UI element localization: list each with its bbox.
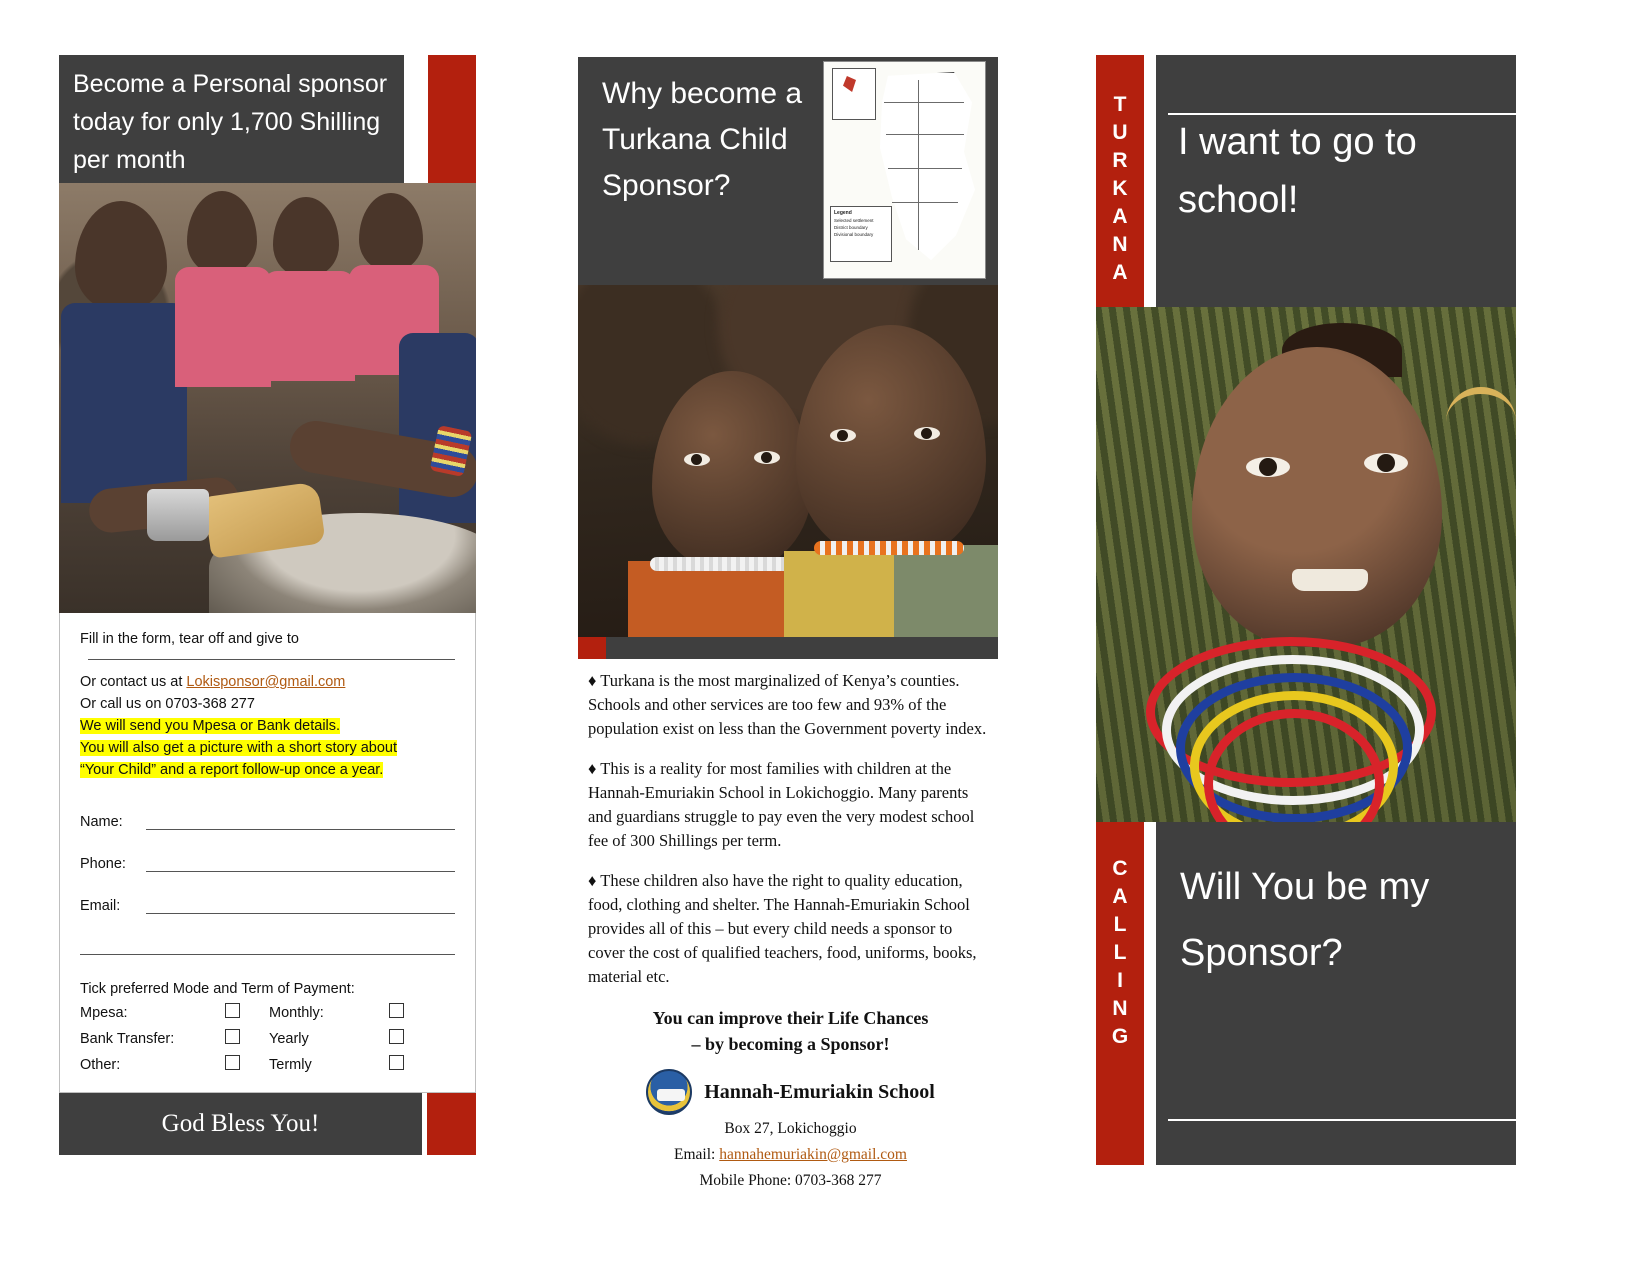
map-legend-title: Legend <box>834 210 852 216</box>
middle-panel-header <box>578 57 998 285</box>
photo-necklace <box>814 541 964 555</box>
map-legend-item: District boundary <box>834 225 868 230</box>
photo-shirt <box>784 551 894 637</box>
highlight-text: You will also get a picture with a short story about <box>80 740 398 756</box>
call-to-action <box>588 1005 993 1057</box>
term-label-monthly: Monthly: <box>269 1004 324 1021</box>
map-locator-inset <box>832 68 876 120</box>
form-instruction: Fill in the form, tear off and give to <box>80 631 299 647</box>
email-label: Email: <box>80 898 121 914</box>
body-paragraph: ♦ These children also have the right to quality education, food, clothing and shelter. The Hannah-Emuriakin School provides all of this – but every child needs a sponsor to cover the cost of qualified teachers, food, uniforms, books, material etc. <box>588 871 977 986</box>
body-paragraph: ♦ Turkana is the most marginalized of Kenya’s counties. Schools and other services are too few and 93% of the population exist on less than the Government poverty index. <box>588 671 987 738</box>
body-paragraph: ♦ This is a reality for most families with children at the Hannah-Emuriakin School in Lokichoggio. Many parents and guardians struggle to pay even the very modest school fee of 300 Shillings per term. <box>588 759 975 850</box>
phone-label: Phone: <box>80 856 126 872</box>
mode-label-mpesa: Mpesa: <box>80 1004 128 1021</box>
header-accent-bar <box>428 55 476 183</box>
map-division-line <box>892 202 958 203</box>
contact-line <box>80 672 455 692</box>
name-field-row <box>80 814 455 830</box>
cta-line-1: You can improve their Life Chances <box>652 1008 929 1028</box>
sponsor-email-link[interactable]: Lokisponsor@gmail.com <box>186 674 346 690</box>
question-rule <box>1168 1119 1516 1121</box>
sponsor-form <box>59 613 476 1093</box>
photo-eye <box>914 427 940 440</box>
school-name: Hannah-Emuriakin School <box>704 1081 935 1103</box>
checkbox-yearly[interactable] <box>389 1029 404 1044</box>
phone-field-row <box>80 856 455 872</box>
mode-label-bank-transfer: Bank Transfer: <box>80 1030 175 1047</box>
photo-shirt <box>894 545 998 637</box>
checkbox-other[interactable] <box>225 1055 240 1070</box>
photo-eye <box>684 453 710 466</box>
mode-label-other: Other: <box>80 1056 121 1073</box>
photo-figure <box>175 267 271 387</box>
photo-eye <box>830 429 856 442</box>
left-panel-footer <box>59 1093 476 1155</box>
map-legend-item: Divisional boundary <box>834 232 874 237</box>
school-email-line <box>588 1143 993 1167</box>
photo-bangle <box>1446 387 1516 457</box>
sponsor-offer-heading: Become a Personal sponsor today for only 1,700 Shilling per month <box>59 55 404 183</box>
email-field-row <box>80 898 455 914</box>
photo-two-children <box>578 285 998 637</box>
photo-figure <box>61 303 187 503</box>
map-legend-item: Selected settlement <box>834 218 874 223</box>
map-legend <box>830 206 892 262</box>
name-label: Name: <box>80 814 123 830</box>
photo-figure <box>263 271 355 381</box>
headline-block <box>1156 55 1516 307</box>
question-block <box>1156 822 1516 1165</box>
extra-field-row <box>80 940 455 955</box>
extra-input[interactable] <box>80 940 455 955</box>
map-division-line <box>918 80 919 250</box>
highlight-text: “Your Child” and a report follow-up once a year. <box>80 762 384 778</box>
photo-eye <box>1364 453 1408 473</box>
photo-cup <box>147 489 209 541</box>
checkbox-monthly[interactable] <box>389 1003 404 1018</box>
photo-bottom-strip <box>578 637 998 659</box>
photo-children-food <box>59 183 476 613</box>
panel-middle <box>578 57 998 1189</box>
spine-label-turkana: T U R K A N A <box>1112 93 1128 284</box>
cta-line-2: – by becoming a Sponsor! <box>691 1034 890 1054</box>
turkana-map-image <box>823 61 986 279</box>
payment-tick-title: Tick preferred Mode and Term of Payment: <box>80 981 355 997</box>
question-text: Will You be my Sponsor? <box>1180 866 1430 974</box>
photo-turkana-girl <box>1096 307 1516 822</box>
term-label-yearly: Yearly <box>269 1030 309 1047</box>
checkbox-bank-transfer[interactable] <box>225 1029 240 1044</box>
phone-input[interactable] <box>146 857 455 872</box>
highlight-line-3 <box>80 760 455 780</box>
photo-eye <box>754 451 780 464</box>
map-division-line <box>888 168 962 169</box>
school-address: Box 27, Lokichoggio <box>724 1120 857 1137</box>
school-phone: Mobile Phone: 0703-368 277 <box>699 1172 882 1189</box>
map-division-line <box>886 134 964 135</box>
term-label-termly: Termly <box>269 1056 312 1073</box>
highlight-text: We will send you Mpesa or Bank details. <box>80 718 341 734</box>
panel-left <box>59 55 476 1155</box>
why-sponsor-heading: Why become a Turkana Child Sponsor? <box>602 77 803 202</box>
payment-options <box>80 1003 455 1074</box>
photo-eye <box>1246 457 1290 477</box>
spine-label-calling: C A L L I N G <box>1111 857 1129 1048</box>
school-email-label: Email: <box>674 1146 720 1163</box>
phone-line: Or call us on 0703-368 277 <box>80 696 255 712</box>
panel-right <box>1096 55 1516 1165</box>
headline-text: I want to go to school! <box>1178 121 1417 221</box>
email-input[interactable] <box>146 899 455 914</box>
form-fields <box>80 814 455 955</box>
photo-beaded-necklace <box>1106 637 1506 807</box>
checkbox-termly[interactable] <box>389 1055 404 1070</box>
map-division-line <box>884 102 964 103</box>
footer-accent-bar <box>427 1093 476 1155</box>
school-logo-icon <box>646 1069 692 1115</box>
school-name-row <box>588 1069 993 1115</box>
blessing-text: God Bless You! <box>59 1093 422 1155</box>
contact-prefix: Or contact us at <box>80 674 187 690</box>
photo-smile <box>1292 569 1368 591</box>
name-input[interactable] <box>146 815 455 830</box>
middle-panel-body <box>588 669 993 1193</box>
form-divider <box>88 659 455 660</box>
left-panel-header <box>59 55 476 183</box>
school-email-link[interactable]: hannahemuriakin@gmail.com <box>719 1146 907 1163</box>
highlight-line-2 <box>80 738 455 758</box>
school-contact-block <box>588 1069 993 1193</box>
highlight-line-1 <box>80 716 455 736</box>
checkbox-mpesa[interactable] <box>225 1003 240 1018</box>
